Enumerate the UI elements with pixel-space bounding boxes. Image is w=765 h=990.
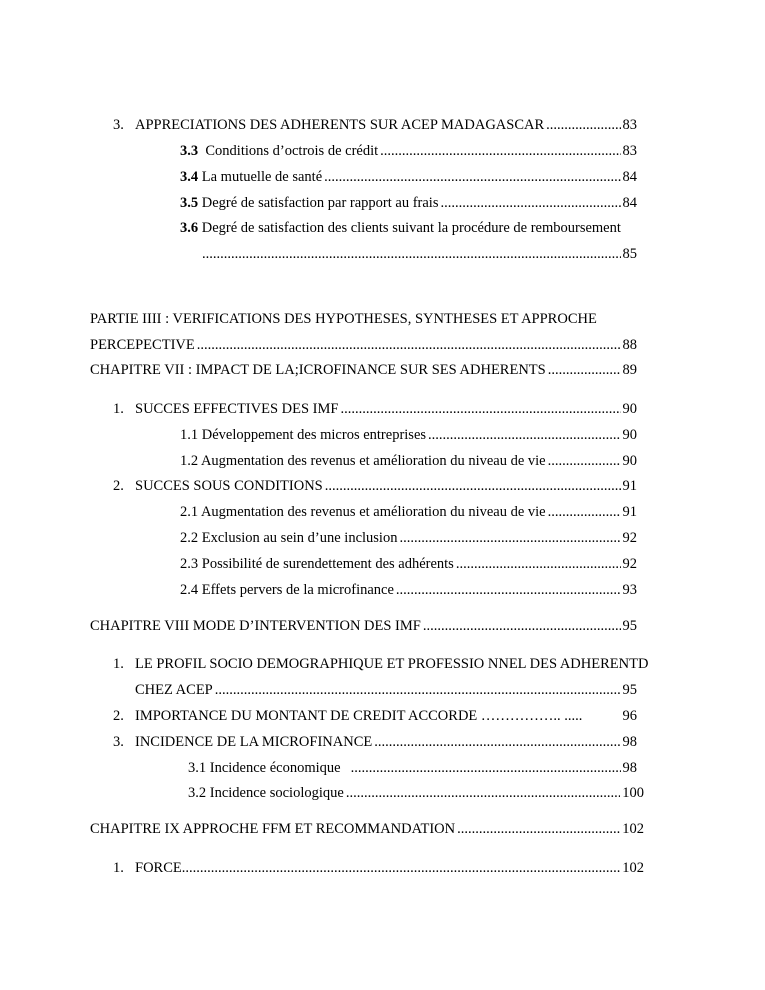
toc-entry-ch8-3-2 bbox=[188, 783, 644, 803]
toc-page: 88 bbox=[622, 337, 637, 353]
dot-leader bbox=[546, 115, 620, 135]
toc-page: 89 bbox=[622, 362, 637, 378]
toc-page: 90 bbox=[622, 427, 637, 443]
toc-entry-ch7-2-1 bbox=[180, 502, 637, 522]
toc-page: 83 bbox=[622, 117, 637, 133]
toc-entry-3-6-cont bbox=[202, 244, 637, 264]
dot-leader bbox=[202, 244, 621, 264]
toc-page: 83 bbox=[622, 143, 637, 159]
toc-page: 102 bbox=[622, 860, 644, 876]
toc-page: 100 bbox=[622, 785, 644, 801]
toc-entry-ch7-1-1 bbox=[180, 425, 637, 445]
dot-leader bbox=[548, 451, 621, 471]
toc-title: CHAPITRE IX APPROCHE FFM ET RECOMMANDATION bbox=[90, 821, 456, 837]
toc-page: 84 bbox=[622, 169, 637, 185]
dot-leader bbox=[351, 758, 621, 778]
toc-title: 2.3 Possibilité de surendettement des adhérents bbox=[180, 556, 454, 572]
toc-entry-3-6 bbox=[180, 218, 621, 238]
dot-leader bbox=[325, 476, 621, 496]
toc-title: CHAPITRE VIII MODE D’INTERVENTION DES IMF bbox=[90, 618, 421, 634]
toc-page: 98 bbox=[622, 760, 637, 776]
toc-number: 2. bbox=[113, 708, 124, 724]
toc-number: 1. bbox=[113, 656, 124, 672]
toc-entry-ch8-1-cont bbox=[135, 680, 637, 700]
toc-number: 3.4 bbox=[180, 169, 199, 185]
toc-entry-3-3 bbox=[180, 141, 637, 161]
toc-title: IMPORTANCE DU MONTANT DE CREDIT ACCORDE …………….. ..... bbox=[135, 708, 583, 724]
toc-page: 91 bbox=[622, 504, 637, 520]
toc-number: 1. bbox=[113, 860, 124, 876]
dot-leader bbox=[396, 580, 621, 600]
toc-page: 95 bbox=[622, 618, 637, 634]
toc-title: INCIDENCE DE LA MICROFINANCE bbox=[135, 734, 373, 750]
toc-chapter-8 bbox=[90, 616, 637, 636]
toc-page: 85 bbox=[622, 246, 637, 262]
toc-page: 90 bbox=[622, 453, 637, 469]
toc-page: 95 bbox=[622, 682, 637, 698]
dot-leader bbox=[423, 616, 621, 636]
toc-partie-title: PARTIE IIII : VERIFICATIONS DES HYPOTHESES, SYNTHESES ET APPROCHE bbox=[90, 311, 597, 327]
toc-page: 91 bbox=[622, 478, 637, 494]
toc-number: 3.6 bbox=[180, 220, 199, 236]
dot-leader bbox=[324, 167, 620, 187]
dot-leader bbox=[340, 399, 620, 419]
toc-page: 98 bbox=[622, 734, 637, 750]
toc-number: 3. bbox=[113, 117, 124, 133]
toc-title: 2.4 Effets pervers de la microfinance bbox=[180, 582, 394, 598]
dot-leader bbox=[399, 528, 620, 548]
toc-title: LE PROFIL SOCIO DEMOGRAPHIQUE ET PROFESSIO NNEL DES ADHERENTD bbox=[135, 656, 649, 672]
toc-title: SUCCES SOUS CONDITIONS bbox=[135, 478, 323, 494]
toc-page: 102 bbox=[622, 821, 644, 837]
toc-title: 3.2 Incidence sociologique bbox=[188, 785, 344, 801]
toc-number: 3.3 bbox=[180, 143, 199, 159]
dot-leader bbox=[548, 360, 621, 380]
toc-number: 3.5 bbox=[180, 195, 199, 211]
toc-title: La mutuelle de santé bbox=[201, 169, 323, 185]
toc-entry-ch7-2 bbox=[113, 476, 637, 496]
toc-title: Degré de satisfaction des clients suivant la procédure de remboursement bbox=[201, 220, 621, 236]
toc-page: 84 bbox=[622, 195, 637, 211]
toc-number: 3. bbox=[113, 734, 124, 750]
toc-title: SUCCES EFFECTIVES DES IMF bbox=[135, 401, 339, 417]
toc-page: 90 bbox=[622, 401, 637, 417]
toc-entry-ch7-1-2 bbox=[180, 451, 637, 471]
toc-title: Degré de satisfaction par rapport au frais bbox=[201, 195, 439, 211]
dot-leader bbox=[374, 732, 620, 752]
toc-entry-3-4 bbox=[180, 167, 637, 187]
toc-page: 92 bbox=[622, 556, 637, 572]
toc-title: CHEZ ACEP bbox=[135, 682, 213, 698]
dot-leader bbox=[215, 680, 621, 700]
toc-title: PERCEPECTIVE bbox=[90, 337, 195, 353]
dot-leader bbox=[457, 819, 620, 839]
toc-title: Conditions d’octrois de crédit bbox=[205, 143, 379, 159]
toc-entry-ch8-3-1 bbox=[188, 758, 637, 778]
toc-title: APPRECIATIONS DES ADHERENTS SUR ACEP MADAGASCAR bbox=[135, 117, 545, 133]
toc-number: 1. bbox=[113, 401, 124, 417]
toc-entry-ch9-1 bbox=[113, 858, 644, 878]
toc-entry-3-5 bbox=[180, 193, 637, 213]
dot-leader bbox=[428, 425, 620, 445]
toc-entry-ch7-2-2 bbox=[180, 528, 637, 548]
toc-page: 92 bbox=[622, 530, 637, 546]
toc-title: CHAPITRE VII : IMPACT DE LA;ICROFINANCE SUR SES ADHERENTS bbox=[90, 362, 546, 378]
dot-leader bbox=[197, 335, 621, 355]
toc-page: 93 bbox=[622, 582, 637, 598]
toc-title: 1.1 Développement des micros entreprises bbox=[180, 427, 427, 443]
dot-leader bbox=[548, 502, 621, 522]
toc-entry-ch7-2-3 bbox=[180, 554, 637, 574]
toc-chapter-9 bbox=[90, 819, 644, 839]
dot-leader bbox=[182, 858, 621, 878]
toc-title: 2.2 Exclusion au sein d’une inclusion bbox=[180, 530, 398, 546]
toc-title: 1.2 Augmentation des revenus et amélioration du niveau de vie bbox=[180, 453, 546, 469]
dot-leader bbox=[456, 554, 621, 574]
toc-entry-ch8-1 bbox=[113, 654, 648, 674]
toc-partie-cont bbox=[90, 335, 637, 355]
toc-entry-section-3 bbox=[113, 115, 637, 135]
toc-title: 3.1 Incidence économique bbox=[188, 760, 341, 776]
toc-entry-ch7-1 bbox=[113, 399, 637, 419]
toc-number: 2. bbox=[113, 478, 124, 494]
toc-entry-ch8-3 bbox=[113, 732, 637, 752]
toc-entry-ch7-2-4 bbox=[180, 580, 637, 600]
toc-entry-ch8-2 bbox=[113, 706, 637, 726]
dot-leader bbox=[440, 193, 620, 213]
toc-page: 96 bbox=[622, 708, 637, 724]
toc-title: 2.1 Augmentation des revenus et amélioration du niveau de vie bbox=[180, 504, 546, 520]
dot-leader bbox=[346, 783, 620, 803]
toc-chapter-7 bbox=[90, 360, 637, 380]
dot-leader bbox=[380, 141, 620, 161]
toc-title: FORCE bbox=[135, 860, 182, 876]
